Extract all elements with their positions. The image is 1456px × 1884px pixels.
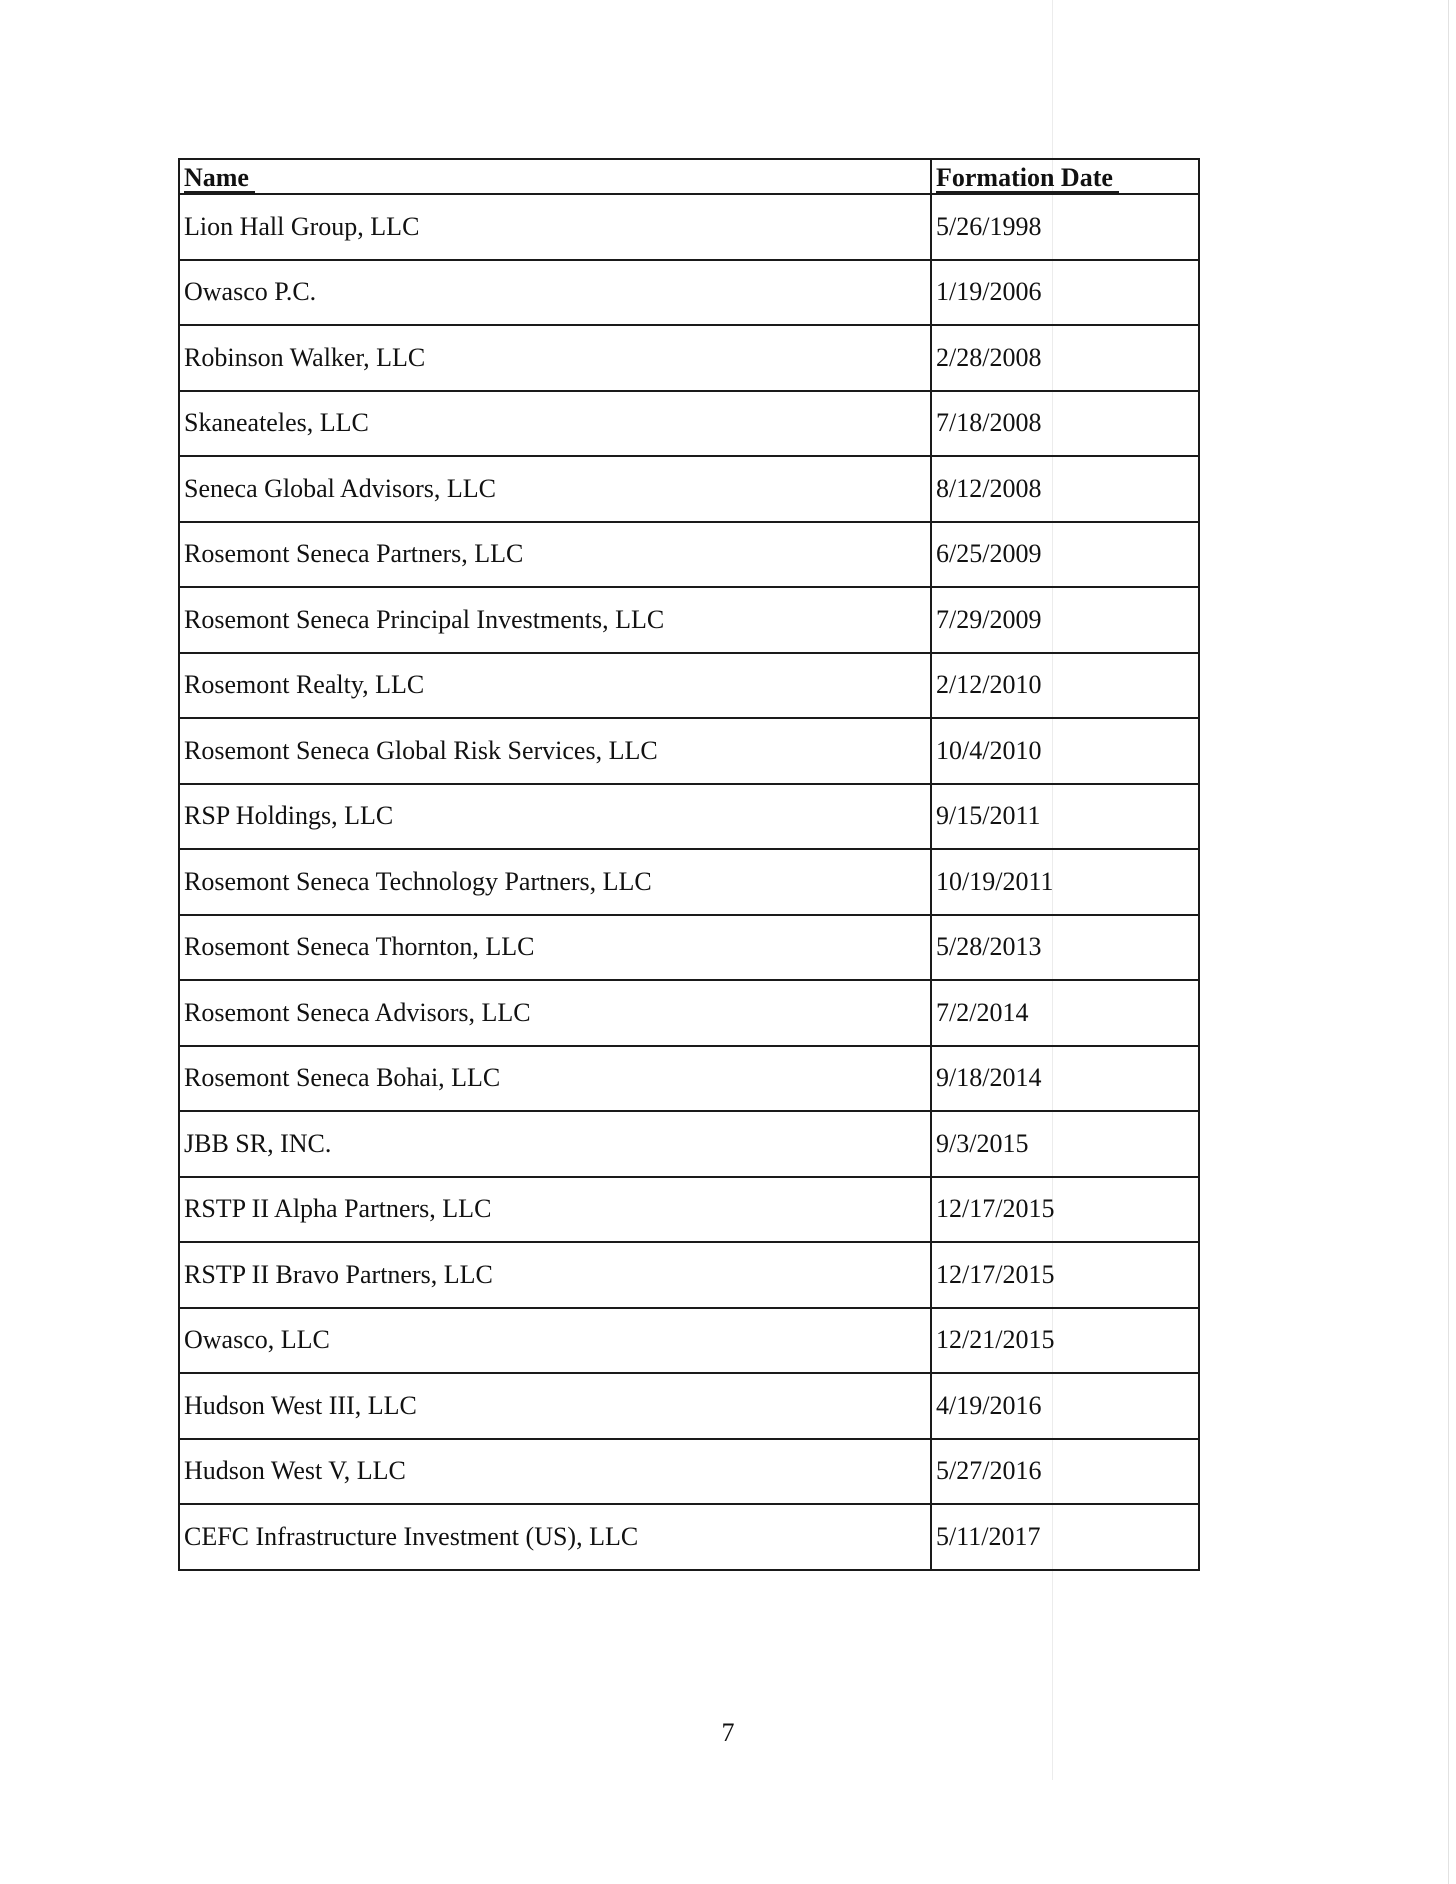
- formation-date-cell: 1/19/2006: [931, 260, 1199, 326]
- formation-date-column-header: [931, 159, 1199, 194]
- formation-date-cell: 9/15/2011: [931, 784, 1199, 850]
- formation-date-cell: 5/28/2013: [931, 915, 1199, 981]
- entity-name-cell: Rosemont Seneca Bohai, LLC: [179, 1046, 931, 1112]
- formation-date-cell: 7/29/2009: [931, 587, 1199, 653]
- entity-name-cell: Rosemont Seneca Advisors, LLC: [179, 980, 931, 1046]
- formation-date-cell: 5/27/2016: [931, 1439, 1199, 1505]
- entity-name-cell: JBB SR, INC.: [179, 1111, 931, 1177]
- formation-date-cell: 12/21/2015: [931, 1308, 1199, 1374]
- table-body: [179, 194, 1199, 1570]
- table-row: [179, 391, 1199, 457]
- entity-name-cell: Rosemont Seneca Thornton, LLC: [179, 915, 931, 981]
- entity-name-cell: Rosemont Seneca Global Risk Services, LLC: [179, 718, 931, 784]
- table-row: [179, 194, 1199, 260]
- table-row: [179, 1242, 1199, 1308]
- formation-date-cell: 7/18/2008: [931, 391, 1199, 457]
- name-column-header: [179, 159, 931, 194]
- entity-name-cell: Rosemont Seneca Partners, LLC: [179, 522, 931, 588]
- formation-date-cell: 9/3/2015: [931, 1111, 1199, 1177]
- name-header-label: Name: [184, 165, 255, 193]
- table-row: [179, 653, 1199, 719]
- table-row: [179, 980, 1199, 1046]
- formation-date-cell: 10/4/2010: [931, 718, 1199, 784]
- table-header-row: [179, 159, 1199, 194]
- table-row: [179, 718, 1199, 784]
- table-row: [179, 1308, 1199, 1374]
- table-row: [179, 915, 1199, 981]
- formation-date-cell: 5/11/2017: [931, 1504, 1199, 1570]
- entity-name-cell: Lion Hall Group, LLC: [179, 194, 931, 260]
- entity-name-cell: Robinson Walker, LLC: [179, 325, 931, 391]
- entity-name-cell: Hudson West III, LLC: [179, 1373, 931, 1439]
- entity-name-cell: Rosemont Seneca Principal Investments, LLC: [179, 587, 931, 653]
- entity-name-cell: Rosemont Seneca Technology Partners, LLC: [179, 849, 931, 915]
- table-row: [179, 1046, 1199, 1112]
- entity-name-cell: RSP Holdings, LLC: [179, 784, 931, 850]
- entity-name-cell: Owasco P.C.: [179, 260, 931, 326]
- entity-name-cell: Owasco, LLC: [179, 1308, 931, 1374]
- formation-date-cell: 5/26/1998: [931, 194, 1199, 260]
- formation-date-cell: 4/19/2016: [931, 1373, 1199, 1439]
- formation-date-header-label: Formation Date: [936, 165, 1119, 193]
- table-row: [179, 456, 1199, 522]
- table-row: [179, 1504, 1199, 1570]
- formation-date-cell: 12/17/2015: [931, 1177, 1199, 1243]
- entity-name-cell: Skaneateles, LLC: [179, 391, 931, 457]
- table-row: [179, 1177, 1199, 1243]
- table-row: [179, 1373, 1199, 1439]
- table-row: [179, 1111, 1199, 1177]
- entity-name-cell: RSTP II Bravo Partners, LLC: [179, 1242, 931, 1308]
- entity-name-cell: Seneca Global Advisors, LLC: [179, 456, 931, 522]
- entity-name-cell: Hudson West V, LLC: [179, 1439, 931, 1505]
- formation-date-cell: 12/17/2015: [931, 1242, 1199, 1308]
- table-row: [179, 260, 1199, 326]
- table-row: [179, 1439, 1199, 1505]
- formation-date-cell: 7/2/2014: [931, 980, 1199, 1046]
- table-row: [179, 849, 1199, 915]
- formation-date-cell: 6/25/2009: [931, 522, 1199, 588]
- table-row: [179, 587, 1199, 653]
- table-row: [179, 325, 1199, 391]
- entity-name-cell: RSTP II Alpha Partners, LLC: [179, 1177, 931, 1243]
- formation-date-cell: 10/19/2011: [931, 849, 1199, 915]
- formation-date-cell: 8/12/2008: [931, 456, 1199, 522]
- formation-date-cell: 2/28/2008: [931, 325, 1199, 391]
- entity-formation-table: [178, 158, 1200, 1571]
- table-row: [179, 522, 1199, 588]
- entity-name-cell: CEFC Infrastructure Investment (US), LLC: [179, 1504, 931, 1570]
- scan-artifact-line: [1448, 0, 1449, 1884]
- formation-date-cell: 2/12/2010: [931, 653, 1199, 719]
- formation-date-cell: 9/18/2014: [931, 1046, 1199, 1112]
- page-number: 7: [721, 1718, 735, 1747]
- entity-name-cell: Rosemont Realty, LLC: [179, 653, 931, 719]
- table-row: [179, 784, 1199, 850]
